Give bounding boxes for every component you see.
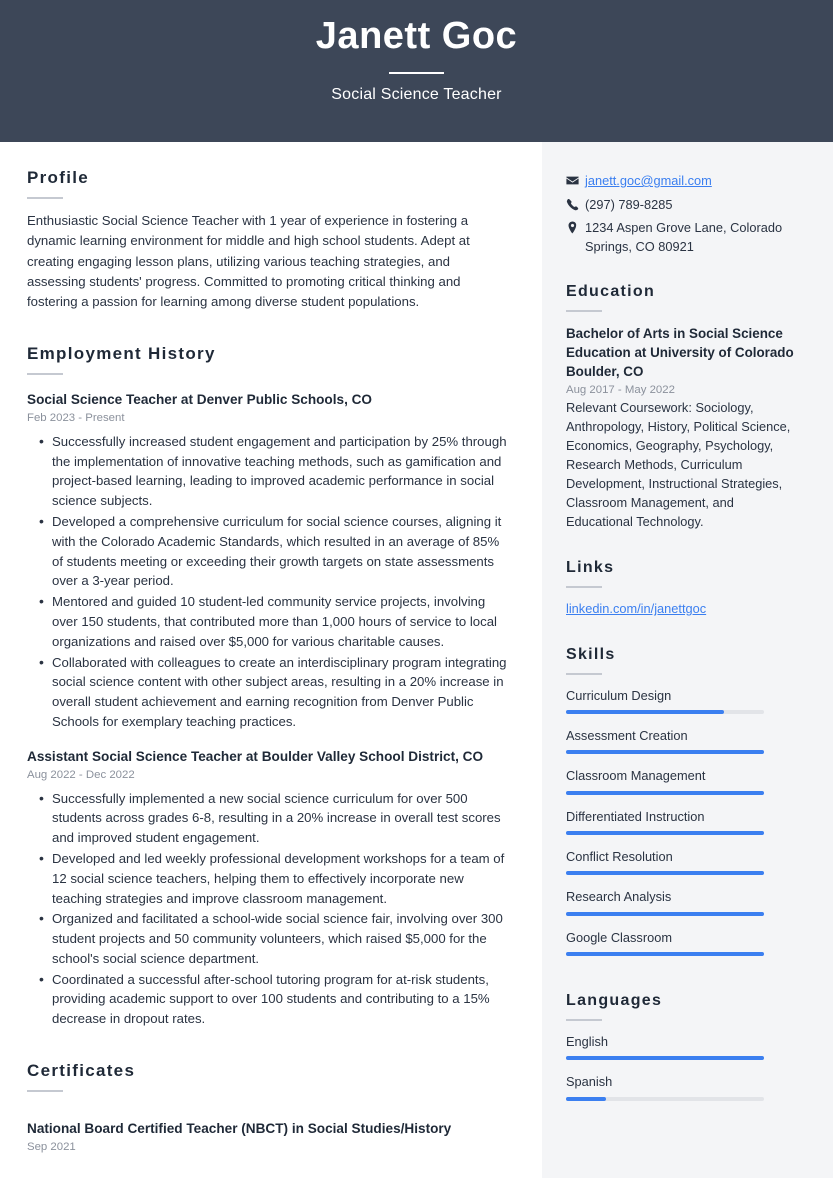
skill-level-fill [566,871,764,875]
candidate-job-title: Social Science Teacher [331,85,502,103]
skill-level-track [566,750,764,754]
skill-label: Differentiated Instruction [566,808,705,824]
job-title: Social Science Teacher at Denver Public Schools, CO [27,392,373,408]
heading-rule [566,1019,602,1021]
skill-label: Google Classroom [566,929,672,945]
skill-item [566,888,803,915]
skill-item [566,767,803,794]
skill-level-track [566,912,764,916]
skill-label: Conflict Resolution [566,849,673,865]
skill-item [566,848,803,875]
language-label: English [566,1034,608,1049]
certificate-date: Sep 2021 [27,1140,76,1153]
job-bullet: • Successfully implemented a new social science curriculum for over 500 students across grades 6-8, resulting in a 20% increase in overall test scores and improved student engagement. [27,789,512,848]
employment-entry [27,748,512,1029]
profile-text: Enthusiastic Social Science Teacher with 1 year of experience in fostering a dynamic learning environment for middle and high school students. Adept at creating engaging lesson plans, utilizing various teaching strategies, and assessing students' progress. Committed to promoting critical thinking and fostering a passion for learning among diverse student populations. [27,213,470,309]
skill-level-track [566,871,764,875]
spacer [566,969,803,991]
skill-level-track [566,791,764,795]
education-degree: Bachelor of Arts in Social Science Education at University of Colorado Boulder, CO [566,326,794,380]
contact-row-address [566,219,803,256]
language-level-track [566,1056,764,1060]
phone-icon [566,196,585,211]
education-heading: Education [566,283,656,301]
skill-level-fill [566,791,764,795]
skills-heading: Skills [566,645,616,663]
skill-item [566,687,803,714]
contact-details [566,172,803,256]
employment-entry [27,391,512,732]
heading-rule [566,586,602,588]
candidate-name: Janett Goc [315,15,518,58]
address-text: 1234 Aspen Grove Lane, Colorado Springs, CO 80921 [585,220,783,254]
education-entry [566,324,803,532]
job-date: Feb 2023 - Present [27,412,125,425]
job-bullet: • Developed and led weekly professional development workshops for a team of 12 social science teachers, helping them to effectively incorporate new teaching strategies and improve classroom management. [27,849,512,908]
certificate-entry [27,1120,512,1152]
skill-label: Curriculum Design [566,687,672,703]
language-label: Spanish [566,1074,613,1090]
language-level-fill [566,1097,606,1101]
skill-label: Assessment Creation [566,728,688,744]
skill-item [566,808,803,835]
language-level-fill [566,1056,764,1060]
education-section [566,282,803,532]
languages-section [566,991,803,1101]
profile-section [27,168,512,312]
spacer [27,1104,512,1120]
job-bullet: • Successfully increased student engagement and participation by 25% through the implementation of innovative teaching methods, such as gamification and project-based learning, leading to improved academic performance in social science subjects. [27,432,512,511]
job-bullet: • Mentored and guided 10 student-led community service projects, involving over 150 students, that contributed more than 1,000 hours of service to local organizations and raised over $5,000 for various charitable causes. [27,592,512,651]
skill-item [566,929,803,956]
job-bullet: • Developed a comprehensive curriculum for social science courses, aligning it with the Colorado Academic Standards, which resulted in an average of 85% of students meeting or exceeding their growth targets on state assessments over a 3-year period. [27,512,512,591]
main-column [0,142,542,1178]
skill-level-track [566,952,764,956]
link-linkedin[interactable]: linkedin.com/in/janettgoc [566,601,707,617]
spacer [566,623,803,645]
skills-section [566,645,803,956]
job-bullet-list [27,432,512,732]
skill-level-track [566,710,764,714]
certificates-heading: Certificates [27,1061,136,1081]
languages-heading: Languages [566,991,663,1009]
links-section [566,558,803,619]
profile-heading: Profile [27,168,90,187]
heading-rule [566,673,602,675]
education-description: Relevant Coursework: Sociology, Anthropology, History, Political Science, Economics, Geography, Psychology, Research Methods, Curriculum Development, Instructional Strategies, Classroom Management, and Educational Technology. [566,400,791,530]
resume-header [0,0,833,142]
contact-row-phone [566,196,803,215]
job-title: Assistant Social Science Teacher at Boulder Valley School District, CO [27,748,484,764]
heading-rule [27,197,63,199]
skill-item [566,727,803,754]
heading-rule [27,1090,63,1092]
skill-level-fill [566,952,764,956]
spacer [27,1033,512,1061]
heading-rule [566,310,602,312]
skill-label: Research Analysis [566,889,672,905]
skill-level-fill [566,912,764,916]
language-item [566,1073,803,1100]
spacer [27,316,512,344]
certificate-title: National Board Certified Teacher (NBCT) in Social Studies/History [27,1121,452,1137]
spacer [566,536,803,558]
certificates-section [27,1061,512,1153]
contact-row-email [566,172,803,191]
location-pin-icon [566,219,585,234]
language-item [566,1033,803,1060]
phone-number: (297) 789-8285 [585,196,673,212]
skill-label: Classroom Management [566,768,706,784]
job-bullet: • Coordinated a successful after-school tutoring program for at-risk students, providing academic support to over 100 students and contributing to a 15% decrease in dropout rates. [27,970,512,1029]
education-date: Aug 2017 - May 2022 [566,384,675,397]
employment-heading: Employment History [27,343,216,363]
skill-level-fill [566,750,764,754]
skill-level-fill [566,710,724,714]
employment-section [27,344,512,1029]
heading-rule [27,373,63,375]
links-heading: Links [566,559,615,577]
email-link[interactable]: janett.goc@gmail.com [585,173,712,188]
header-divider [389,72,444,74]
sidebar-column [542,142,833,1178]
resume-body [0,142,833,1178]
job-bullet-list [27,789,512,1030]
skill-level-track [566,831,764,835]
language-level-track [566,1097,764,1101]
skill-level-fill [566,831,764,835]
job-bullet: • Collaborated with colleagues to create an interdisciplinary program integrating social science content with other subject areas, resulting in a 20% increase in overall student achievement and earning recognition from Denver Public Schools for exemplary teaching practices. [27,653,512,732]
envelope-icon [566,172,585,187]
job-date: Aug 2022 - Dec 2022 [27,769,135,782]
job-bullet: • Organized and facilitated a school-wide social science fair, involving over 300 student projects and 50 community volunteers, which raised $5,000 for the school's social science department. [27,909,512,968]
